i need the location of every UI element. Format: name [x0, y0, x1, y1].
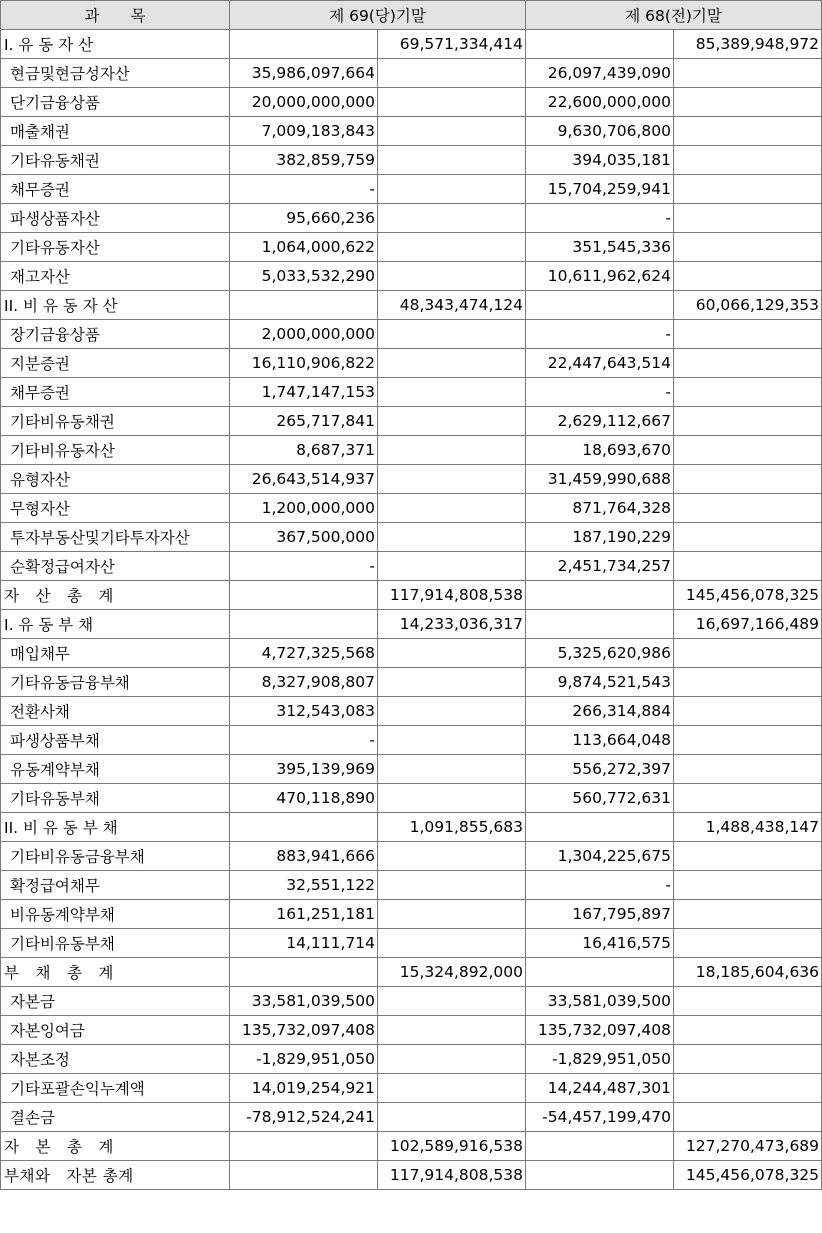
total-row [1, 1161, 822, 1190]
current-total-amount [378, 639, 526, 668]
current-detail-amount: 1,064,000,622 [230, 233, 378, 262]
row-label: 기타비유동자산 [1, 436, 230, 465]
current-total-amount [378, 233, 526, 262]
table-row [1, 668, 822, 697]
table-row [1, 407, 822, 436]
current-detail-amount: - [230, 726, 378, 755]
current-total-amount [378, 117, 526, 146]
current-detail-amount: 312,543,083 [230, 697, 378, 726]
row-label: 기타유동채권 [1, 146, 230, 175]
current-detail-amount [230, 30, 378, 59]
current-total-amount [378, 871, 526, 900]
prior-detail-amount: 22,600,000,000 [526, 88, 674, 117]
current-total-amount [378, 842, 526, 871]
current-detail-amount: -1,829,951,050 [230, 1045, 378, 1074]
current-detail-amount: 14,019,254,921 [230, 1074, 378, 1103]
current-total-amount [378, 494, 526, 523]
prior-total-amount [674, 378, 822, 407]
row-label: 채무증권 [1, 175, 230, 204]
current-detail-amount: 1,747,147,153 [230, 378, 378, 407]
current-detail-amount [230, 581, 378, 610]
table-row [1, 552, 822, 581]
prior-detail-amount [526, 610, 674, 639]
prior-detail-amount [526, 813, 674, 842]
table-row [1, 1045, 822, 1074]
current-total-amount: 117,914,808,538 [378, 581, 526, 610]
row-label: 기타비유동금융부채 [1, 842, 230, 871]
table-row [1, 117, 822, 146]
table-row [1, 697, 822, 726]
total-row [1, 581, 822, 610]
current-total-amount: 48,343,474,124 [378, 291, 526, 320]
prior-detail-amount: 560,772,631 [526, 784, 674, 813]
row-label: 유형자산 [1, 465, 230, 494]
current-total-amount [378, 204, 526, 233]
current-detail-amount: 5,033,532,290 [230, 262, 378, 291]
table-row [1, 233, 822, 262]
current-detail-amount [230, 1132, 378, 1161]
row-label: 확정급여채무 [1, 871, 230, 900]
prior-detail-amount: - [526, 871, 674, 900]
current-total-amount [378, 349, 526, 378]
row-label: 투자부동산및기타투자자산 [1, 523, 230, 552]
current-detail-amount: 135,732,097,408 [230, 1016, 378, 1045]
current-total-amount: 69,571,334,414 [378, 30, 526, 59]
prior-total-amount [674, 697, 822, 726]
table-row [1, 1103, 822, 1132]
row-label: 현금및현금성자산 [1, 59, 230, 88]
current-total-amount [378, 552, 526, 581]
row-label: 자 산 총 계 [1, 581, 230, 610]
prior-total-amount: 1,488,438,147 [674, 813, 822, 842]
row-label: 전환사채 [1, 697, 230, 726]
table-row [1, 204, 822, 233]
prior-detail-amount [526, 958, 674, 987]
current-total-amount [378, 784, 526, 813]
current-detail-amount: 4,727,325,568 [230, 639, 378, 668]
prior-detail-amount: - [526, 320, 674, 349]
current-detail-amount: -78,912,524,241 [230, 1103, 378, 1132]
prior-total-amount [674, 523, 822, 552]
total-row [1, 958, 822, 987]
table-row [1, 639, 822, 668]
table-row [1, 929, 822, 958]
header-current-period: 제 69(당)기말 [230, 1, 526, 30]
current-detail-amount: 395,139,969 [230, 755, 378, 784]
current-total-amount [378, 320, 526, 349]
table-row [1, 146, 822, 175]
row-label: 채무증권 [1, 378, 230, 407]
table-row [1, 349, 822, 378]
section-row [1, 813, 822, 842]
prior-detail-amount [526, 1132, 674, 1161]
prior-detail-amount [526, 581, 674, 610]
current-total-amount [378, 900, 526, 929]
prior-total-amount [674, 204, 822, 233]
current-total-amount [378, 523, 526, 552]
current-total-amount: 14,233,036,317 [378, 610, 526, 639]
current-total-amount [378, 59, 526, 88]
current-detail-amount: 883,941,666 [230, 842, 378, 871]
row-label: 단기금융상품 [1, 88, 230, 117]
row-label: II. 비 유 동 자 산 [1, 291, 230, 320]
prior-detail-amount: 351,545,336 [526, 233, 674, 262]
prior-total-amount [674, 987, 822, 1016]
current-detail-amount: 161,251,181 [230, 900, 378, 929]
total-row [1, 1132, 822, 1161]
row-label: 결손금 [1, 1103, 230, 1132]
row-label: 장기금융상품 [1, 320, 230, 349]
current-total-amount: 15,324,892,000 [378, 958, 526, 987]
prior-total-amount [674, 871, 822, 900]
prior-detail-amount: 187,190,229 [526, 523, 674, 552]
current-detail-amount: 1,200,000,000 [230, 494, 378, 523]
prior-detail-amount: 266,314,884 [526, 697, 674, 726]
table-body [1, 30, 822, 1190]
current-total-amount [378, 755, 526, 784]
table-row [1, 726, 822, 755]
row-label: 기타유동금융부채 [1, 668, 230, 697]
current-total-amount [378, 465, 526, 494]
prior-total-amount [674, 1074, 822, 1103]
current-detail-amount: 20,000,000,000 [230, 88, 378, 117]
row-label: 지분증권 [1, 349, 230, 378]
table-header-row [1, 1, 822, 30]
current-detail-amount: 8,327,908,807 [230, 668, 378, 697]
prior-total-amount [674, 407, 822, 436]
row-label: 비유동계약부채 [1, 900, 230, 929]
row-label: 기타포괄손익누계액 [1, 1074, 230, 1103]
table-row [1, 465, 822, 494]
table-row [1, 59, 822, 88]
row-label: 부 채 총 계 [1, 958, 230, 987]
prior-total-amount: 85,389,948,972 [674, 30, 822, 59]
current-detail-amount: - [230, 552, 378, 581]
current-detail-amount: - [230, 175, 378, 204]
table-row [1, 262, 822, 291]
row-label: 유동계약부채 [1, 755, 230, 784]
section-row [1, 291, 822, 320]
row-label: 매출채권 [1, 117, 230, 146]
prior-detail-amount: 14,244,487,301 [526, 1074, 674, 1103]
prior-total-amount [674, 88, 822, 117]
current-total-amount [378, 697, 526, 726]
table-row [1, 871, 822, 900]
prior-detail-amount: 394,035,181 [526, 146, 674, 175]
row-label: 파생상품부채 [1, 726, 230, 755]
prior-detail-amount: 10,611,962,624 [526, 262, 674, 291]
current-total-amount: 1,091,855,683 [378, 813, 526, 842]
table-row [1, 842, 822, 871]
prior-detail-amount: 9,630,706,800 [526, 117, 674, 146]
row-label: 기타유동자산 [1, 233, 230, 262]
section-row [1, 610, 822, 639]
prior-detail-amount: 15,704,259,941 [526, 175, 674, 204]
prior-total-amount [674, 784, 822, 813]
prior-detail-amount: 556,272,397 [526, 755, 674, 784]
table-row [1, 784, 822, 813]
prior-detail-amount: 871,764,328 [526, 494, 674, 523]
current-total-amount [378, 1045, 526, 1074]
row-label: 기타비유동채권 [1, 407, 230, 436]
table-row [1, 900, 822, 929]
current-detail-amount: 32,551,122 [230, 871, 378, 900]
current-total-amount [378, 436, 526, 465]
prior-detail-amount: -54,457,199,470 [526, 1103, 674, 1132]
current-total-amount [378, 1016, 526, 1045]
prior-detail-amount: -1,829,951,050 [526, 1045, 674, 1074]
current-total-amount: 102,589,916,538 [378, 1132, 526, 1161]
prior-detail-amount: 1,304,225,675 [526, 842, 674, 871]
prior-detail-amount: 9,874,521,543 [526, 668, 674, 697]
row-label: 재고자산 [1, 262, 230, 291]
current-detail-amount: 382,859,759 [230, 146, 378, 175]
row-label: 기타비유동부채 [1, 929, 230, 958]
prior-total-amount: 145,456,078,325 [674, 581, 822, 610]
prior-total-amount: 145,456,078,325 [674, 1161, 822, 1190]
current-detail-amount: 95,660,236 [230, 204, 378, 233]
current-detail-amount: 470,118,890 [230, 784, 378, 813]
table-row [1, 436, 822, 465]
current-total-amount [378, 407, 526, 436]
prior-total-amount [674, 755, 822, 784]
current-total-amount [378, 668, 526, 697]
prior-detail-amount: 26,097,439,090 [526, 59, 674, 88]
current-detail-amount: 8,687,371 [230, 436, 378, 465]
row-label: II. 비 유 동 부 채 [1, 813, 230, 842]
prior-detail-amount [526, 30, 674, 59]
prior-total-amount [674, 1016, 822, 1045]
current-detail-amount: 7,009,183,843 [230, 117, 378, 146]
current-total-amount [378, 262, 526, 291]
prior-total-amount [674, 1045, 822, 1074]
prior-total-amount: 18,185,604,636 [674, 958, 822, 987]
table-row [1, 1016, 822, 1045]
current-total-amount [378, 88, 526, 117]
current-detail-amount [230, 813, 378, 842]
prior-detail-amount: 22,447,643,514 [526, 349, 674, 378]
prior-total-amount [674, 668, 822, 697]
prior-total-amount [674, 552, 822, 581]
current-total-amount [378, 726, 526, 755]
header-prior-period: 제 68(전)기말 [526, 1, 822, 30]
row-label: 매입채무 [1, 639, 230, 668]
current-detail-amount [230, 291, 378, 320]
prior-total-amount [674, 262, 822, 291]
prior-detail-amount: 33,581,039,500 [526, 987, 674, 1016]
current-detail-amount: 14,111,714 [230, 929, 378, 958]
row-label: 부채와 자본 총계 [1, 1161, 230, 1190]
row-label: 무형자산 [1, 494, 230, 523]
row-label: 기타유동부채 [1, 784, 230, 813]
prior-total-amount [674, 842, 822, 871]
current-detail-amount: 35,986,097,664 [230, 59, 378, 88]
prior-total-amount: 60,066,129,353 [674, 291, 822, 320]
prior-detail-amount: 18,693,670 [526, 436, 674, 465]
prior-detail-amount: 167,795,897 [526, 900, 674, 929]
current-total-amount [378, 378, 526, 407]
prior-detail-amount: 135,732,097,408 [526, 1016, 674, 1045]
current-total-amount [378, 987, 526, 1016]
prior-total-amount [674, 900, 822, 929]
table-row [1, 378, 822, 407]
prior-detail-amount: 113,664,048 [526, 726, 674, 755]
prior-detail-amount [526, 1161, 674, 1190]
current-total-amount [378, 1074, 526, 1103]
current-total-amount [378, 175, 526, 204]
row-label: 자본잉여금 [1, 1016, 230, 1045]
table-row [1, 987, 822, 1016]
current-total-amount: 117,914,808,538 [378, 1161, 526, 1190]
row-label: 파생상품자산 [1, 204, 230, 233]
current-total-amount [378, 1103, 526, 1132]
prior-total-amount [674, 726, 822, 755]
current-detail-amount: 367,500,000 [230, 523, 378, 552]
prior-detail-amount: 16,416,575 [526, 929, 674, 958]
current-detail-amount [230, 1161, 378, 1190]
table-row [1, 523, 822, 552]
prior-total-amount [674, 639, 822, 668]
header-item: 과 목 [1, 1, 230, 30]
prior-total-amount [674, 436, 822, 465]
prior-total-amount [674, 117, 822, 146]
row-label: 자 본 총 계 [1, 1132, 230, 1161]
prior-detail-amount: 2,451,734,257 [526, 552, 674, 581]
prior-detail-amount: 5,325,620,986 [526, 639, 674, 668]
current-detail-amount: 33,581,039,500 [230, 987, 378, 1016]
table-row [1, 755, 822, 784]
prior-detail-amount [526, 291, 674, 320]
current-detail-amount: 26,643,514,937 [230, 465, 378, 494]
current-detail-amount [230, 610, 378, 639]
table-row [1, 175, 822, 204]
prior-total-amount [674, 233, 822, 262]
current-total-amount [378, 929, 526, 958]
table-row [1, 1074, 822, 1103]
row-label: 자본금 [1, 987, 230, 1016]
current-detail-amount: 265,717,841 [230, 407, 378, 436]
prior-detail-amount: 2,629,112,667 [526, 407, 674, 436]
table-row [1, 320, 822, 349]
prior-total-amount [674, 320, 822, 349]
section-row [1, 30, 822, 59]
prior-total-amount [674, 1103, 822, 1132]
prior-total-amount [674, 494, 822, 523]
prior-total-amount [674, 59, 822, 88]
row-label: I. 유 동 자 산 [1, 30, 230, 59]
prior-detail-amount: - [526, 204, 674, 233]
prior-total-amount [674, 349, 822, 378]
prior-total-amount [674, 146, 822, 175]
prior-total-amount [674, 929, 822, 958]
table-row [1, 494, 822, 523]
prior-total-amount: 127,270,473,689 [674, 1132, 822, 1161]
prior-total-amount [674, 175, 822, 204]
table-row [1, 88, 822, 117]
prior-detail-amount: 31,459,990,688 [526, 465, 674, 494]
current-detail-amount: 2,000,000,000 [230, 320, 378, 349]
prior-total-amount: 16,697,166,489 [674, 610, 822, 639]
row-label: 순확정급여자산 [1, 552, 230, 581]
current-total-amount [378, 146, 526, 175]
row-label: I. 유 동 부 채 [1, 610, 230, 639]
row-label: 자본조정 [1, 1045, 230, 1074]
current-detail-amount: 16,110,906,822 [230, 349, 378, 378]
prior-detail-amount: - [526, 378, 674, 407]
prior-total-amount [674, 465, 822, 494]
current-detail-amount [230, 958, 378, 987]
